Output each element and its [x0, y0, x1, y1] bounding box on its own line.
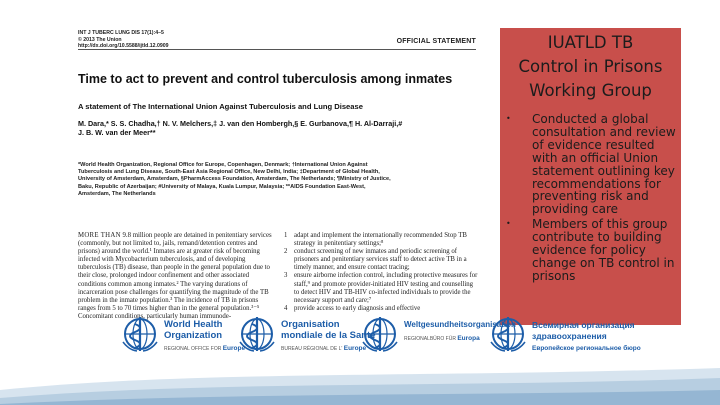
- region-label: Europa: [457, 334, 480, 342]
- author-line: J. B. W. van der Meer**: [78, 128, 156, 137]
- bullet-icon: •: [506, 114, 511, 123]
- logo-name-line: Всемирная организация: [532, 320, 635, 330]
- citation-line: INT J TUBERC LUNG DIS 17(1):4–5: [78, 30, 164, 36]
- logo-text: [532, 320, 641, 352]
- body-column-right: [284, 232, 478, 313]
- list-item: [284, 272, 478, 304]
- bullet-item: [506, 113, 678, 216]
- who-emblem-icon: [120, 314, 160, 354]
- who-emblem-icon: [488, 314, 528, 354]
- affiliation-line: Amsterdam, The Netherlands: [78, 190, 156, 197]
- affiliation-line: Tuberculosis and Lung Disease, South-East Asia Regional Office, New Delhi, India; ‡Department of Global Health,: [78, 169, 380, 176]
- bullet-text: Conducted a global consultation and review of evidence resulted with an official Union statement outlining key recommendations for preventing risk and providing care: [532, 112, 676, 217]
- region-label: Europe: [222, 345, 246, 352]
- office-label: REGIONALBÜRO FÜR: [404, 335, 456, 342]
- document-title: Time to act to prevent and control tuberculosis among inmates: [78, 72, 453, 86]
- item-number: 1: [284, 232, 288, 239]
- footer-swoosh: [0, 360, 720, 405]
- document-subtitle: A statement of The International Union Against Tuberculosis and Lung Disease: [78, 102, 363, 111]
- list-item: [284, 248, 478, 272]
- recommendation-list: [284, 232, 478, 313]
- region-label: Европейское региональное бюро: [532, 345, 641, 352]
- logo-name-line: здравоохранения: [532, 330, 607, 341]
- who-emblem-icon: [360, 314, 400, 354]
- bullet-item: [506, 218, 678, 283]
- working-group-panel: [500, 28, 681, 325]
- item-number: 3: [284, 272, 288, 280]
- paragraph-text: 9.8 million people are detained in penitentiary services (commonly, but not limited to, jails, remand/detention centres and prisons) around the world.¹ Inmates are at greater risk of becoming infected with Mycobacterium tuberculosis, and of developing tuberculosis (TB) disease, than people in the general population due to their close, prolonged indoor confinement and other associated conditions common among inmates.² The varying durations of incarceration pose challenges for quantifying the magnitude of the TB problem in the inmate population.³ The incidence of TB in prisons ranges from 5 to 70 times higher than in the general population.³⁻⁵ Concomitant conditions, particularly human immunode-: [78, 232, 272, 320]
- region-label: Europe: [343, 345, 367, 352]
- affiliation-line: Baku, Republic of Azerbaijan; #University of Malaya, Kuala Lumpur, Malaysia; **AIDS Foundation East-West,: [78, 183, 366, 190]
- body-paragraph: [78, 232, 272, 321]
- affiliation-line: University of Amsterdam, Amsterdam, §PharmAccess Foundation, Amsterdam, The Netherlands; ¶Ministry of Justice,: [78, 176, 391, 183]
- logo-name-line: Organization: [164, 329, 223, 341]
- panel-bullet-list: [506, 113, 678, 283]
- header-divider: [78, 49, 476, 50]
- body-column-left: [78, 232, 272, 321]
- lead-words: MORE THAN: [78, 232, 121, 239]
- who-emblem-icon: [237, 314, 277, 354]
- panel-title-line: Working Group: [529, 81, 652, 100]
- logo-name-line: Organisation: [281, 319, 340, 330]
- statement-document-image: [72, 22, 490, 320]
- bullet-icon: •: [506, 219, 511, 229]
- logo-text: [164, 320, 245, 352]
- panel-title-line: Control in Prisons: [518, 57, 663, 76]
- author-list: [78, 119, 478, 137]
- panel-title-line: IUATLD TB: [547, 33, 634, 52]
- item-number: 4: [284, 304, 288, 312]
- office-label: REGIONAL OFFICE FOR: [164, 346, 222, 352]
- logo-name-line: World Health: [164, 319, 223, 330]
- official-statement-tag: OFFICIAL STATEMENT: [396, 38, 476, 45]
- citation-line: http://dx.doi.org/10.5588/ijtld.12.0909: [78, 43, 169, 49]
- journal-citation: [78, 30, 169, 50]
- list-item: [284, 232, 478, 248]
- item-number: 2: [284, 248, 288, 256]
- item-text: conduct screening of new inmates and periodic screening of prisoners and penitentiary services staff to detect active TB in a timely manner, and ensure contact tracing;: [294, 248, 467, 272]
- affiliation-line: *World Health Organization, Regional Office for Europe, Copenhagen, Denmark; †International Union Against: [78, 162, 368, 168]
- bullet-text: Members of this group contribute to building evidence for policy change on TB control in prisons: [532, 217, 675, 283]
- affiliations: [78, 162, 478, 198]
- logo-office: [532, 345, 641, 352]
- panel-title: [500, 31, 681, 103]
- office-label: BUREAU RÉGIONAL DE L': [281, 346, 343, 352]
- logo-name-line: mondiale de la Santé: [281, 329, 376, 341]
- who-logo-russian: [488, 314, 708, 358]
- author-line: M. Dara,* S. S. Chadha,† N. V. Melchers,‡ J. van den Hombergh,§ E. Gurbanova,¶ H. Al-Darraji,#: [78, 119, 403, 128]
- item-text: provide access to early diagnosis and effective: [294, 304, 421, 312]
- logo-name-line: Weltgesundheitsorganisation: [404, 320, 516, 329]
- logo-office: [164, 345, 245, 352]
- citation-line: © 2013 The Union: [78, 36, 122, 43]
- item-text: adapt and implement the internationally recommended Stop TB strategy in penitentiary settings;⁸: [294, 232, 467, 248]
- item-text: ensure airborne infection control, including protective measures for staff,⁹ and promote provider-initiated HIV testing and counselling to detect HIV and TB-HIV co-infected individuals to provide the necessary support and care;⁷: [294, 272, 478, 304]
